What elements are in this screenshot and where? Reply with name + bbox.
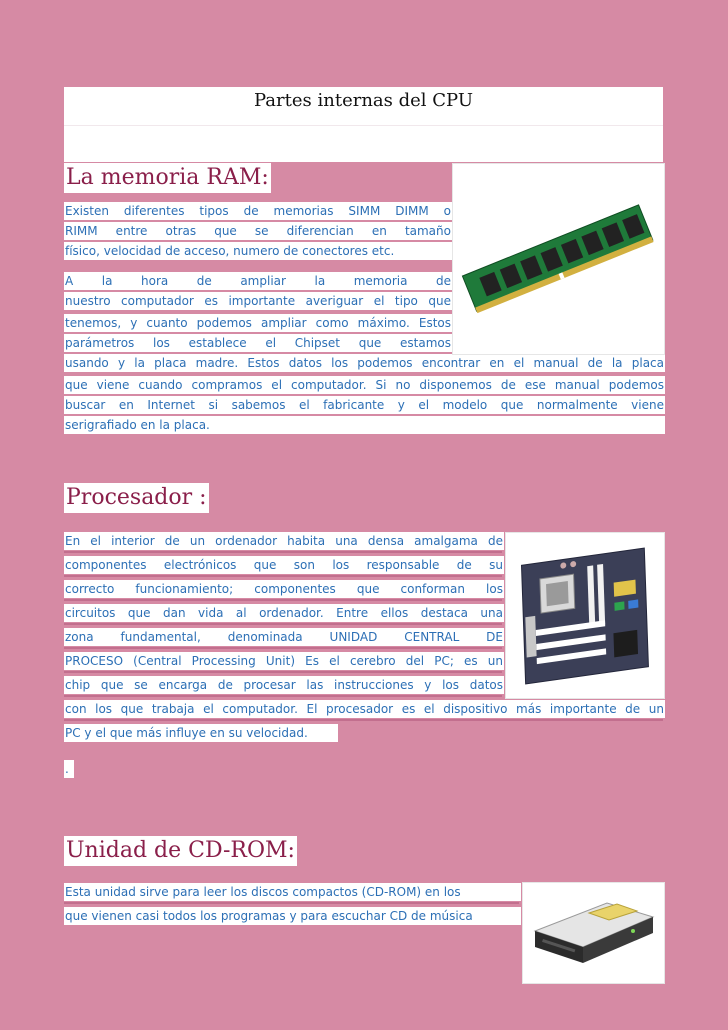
ram-line: físico, velocidad de acceso, numero de conectores etc.: [64, 242, 452, 260]
ram-heading: La memoria RAM:: [64, 163, 271, 193]
ram-line: usando y la placa madre. Estos datos los podemos encontrar en el manual de la placa: [65, 356, 664, 370]
cdrom-line: que vienen casi todos los programas y para escuchar CD de música: [64, 907, 521, 925]
ram-line: buscar en Internet si sabemos el fabricante y el modelo que normalmente viene: [65, 398, 664, 412]
cpu-line: zona fundamental, denominada UNIDAD CENTRAL DE: [65, 630, 503, 644]
ram-line: RIMM entre otras que se diferencian en tamaño: [65, 224, 451, 238]
ram-line: parámetros los establece el Chipset que estamos: [65, 336, 451, 350]
ram-line: Existen diferentes tipos de memorias SIMM DIMM o: [65, 204, 451, 218]
cpu-line: En el interior de un ordenador habita una densa amalgama de: [65, 534, 503, 548]
ram-module-icon: [453, 164, 664, 354]
cpu-line: circuitos que dan vida al ordenador. Entre ellos destaca una: [65, 606, 503, 620]
cpu-dot: .: [64, 760, 74, 778]
ram-line: que viene cuando compramos el computador. Si no disponemos de ese manual podemos: [65, 378, 664, 392]
motherboard-icon: [506, 533, 664, 698]
cpu-line: correcto funcionamiento; componentes que conforman los: [65, 582, 503, 596]
cpu-heading: Procesador :: [64, 483, 209, 513]
ram-line: A la hora de ampliar la memoria de: [65, 274, 451, 288]
cdrom-heading: Unidad de CD-ROM:: [64, 836, 297, 866]
ram-line: nuestro computador es importante averiguar el tipo que: [65, 294, 451, 308]
cdrom-line: Esta unidad sirve para leer los discos compactos (CD-ROM) en los: [64, 883, 521, 901]
cdrom-drive-image: [522, 882, 665, 984]
ram-line: serigrafiado en la placa.: [64, 416, 665, 434]
ram-line: tenemos, y cuanto podemos ampliar como máximo. Estos: [65, 316, 451, 330]
page-title: Partes internas del CPU: [254, 90, 473, 111]
motherboard-image: [505, 532, 665, 699]
cpu-line: chip que se encarga de procesar las instrucciones y los datos: [65, 678, 503, 692]
cpu-line: componentes electrónicos que son los responsable de su: [65, 558, 503, 572]
cdrom-drive-icon: [523, 883, 664, 983]
cpu-line: PC y el que más influye en su velocidad.: [64, 724, 338, 742]
ram-module-image: [452, 163, 665, 355]
cpu-line: PROCESO (Central Processing Unit) Es el cerebro del PC; es un: [65, 654, 503, 668]
cpu-line: con los que trabaja el computador. El procesador es el dispositivo más importante de un: [65, 702, 664, 716]
